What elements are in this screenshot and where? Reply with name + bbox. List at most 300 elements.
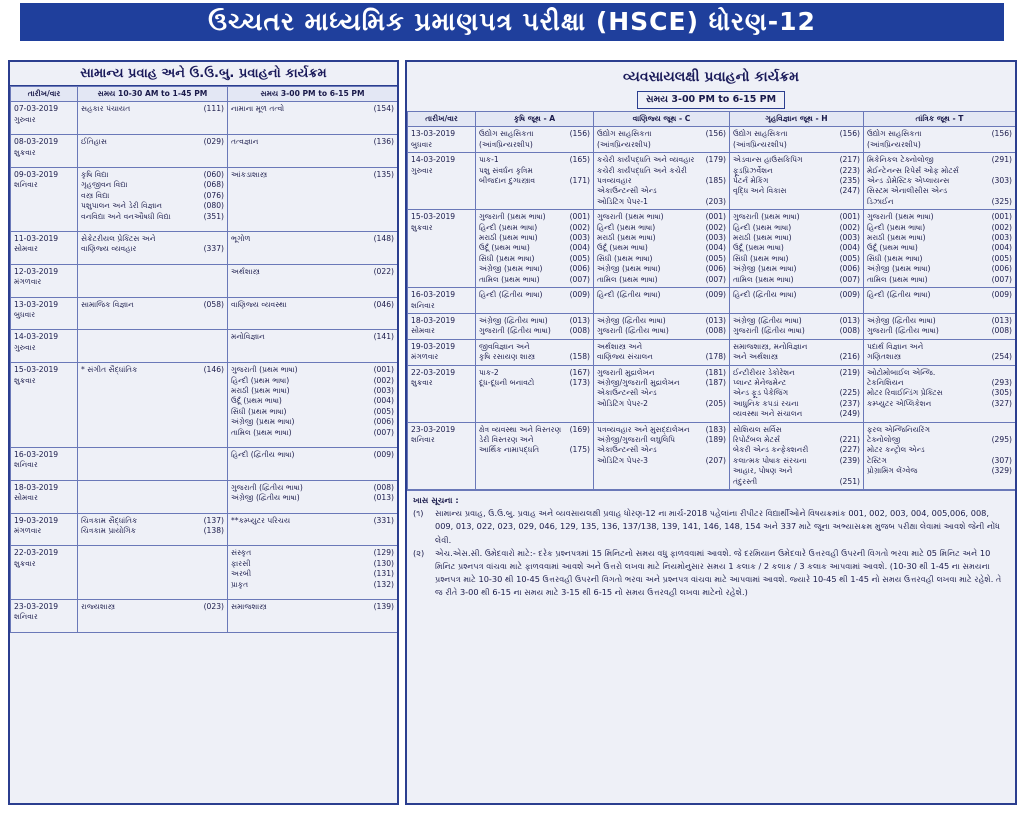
subject-item bbox=[867, 425, 1012, 435]
general-stream-title: સામાન્ય પ્રવાહ અને ઉ.ઉ.બુ. પ્રવાહનો કાર્યક્રમ bbox=[10, 62, 397, 86]
subject-code: (007) bbox=[569, 274, 590, 284]
subject-name: ચિત્રકામ પ્રાયોગિક bbox=[81, 525, 136, 535]
subject-name: ઈન્ટીરીયર ડેકોરેશન bbox=[733, 367, 795, 377]
subject-name: ગુજરાતી (દ્વિતીય ભાષા) bbox=[597, 326, 669, 336]
subject-cell bbox=[78, 102, 228, 135]
exam-day: શનિવાર bbox=[411, 434, 435, 444]
subject-cell bbox=[864, 288, 1016, 314]
subject-name: પત્રવ્યવહાર અને મુસદ્દાલેખન bbox=[597, 424, 690, 434]
table-row bbox=[408, 339, 1016, 365]
subject-cell bbox=[78, 297, 228, 330]
notes-heading: ખાસ સૂચના : bbox=[413, 495, 459, 505]
subject-name: ગુજરાતી (પ્રથમ ભાષા) bbox=[231, 365, 298, 375]
subject-cell bbox=[594, 365, 730, 422]
subject-name: હિન્દી (દ્વિતીય ભાષા) bbox=[867, 290, 931, 300]
exam-day: શુક્રવાર bbox=[411, 222, 433, 232]
subject-item bbox=[479, 445, 590, 455]
subject-code bbox=[1010, 425, 1012, 435]
subject-name: મોટર કન્ટ્રોલ એન્ડ bbox=[867, 445, 925, 455]
subject-name: હિન્દી (પ્રથમ ભાષા) bbox=[733, 222, 792, 232]
subject-code: (247) bbox=[839, 186, 860, 196]
subject-name: હિન્દી (પ્રથમ ભાષા) bbox=[597, 222, 656, 232]
subject-name: ફૂડપ્રિઝર્વેશન bbox=[733, 165, 773, 175]
subject-code: (156) bbox=[991, 129, 1012, 139]
subject-item bbox=[597, 290, 726, 300]
subject-item bbox=[597, 326, 726, 336]
subject-item bbox=[597, 342, 726, 352]
subject-code bbox=[858, 378, 860, 388]
subject-item bbox=[479, 233, 590, 243]
subject-cell bbox=[228, 232, 398, 265]
subject-item bbox=[231, 267, 394, 277]
exam-day: બુધવાર bbox=[411, 139, 433, 149]
subject-item bbox=[733, 316, 860, 326]
subject-name: ઉદ્યોગ સાહસિકતા bbox=[479, 129, 534, 139]
subject-name: ડિઝાઈન bbox=[867, 196, 894, 206]
subject-name: **કમ્પ્યુટર પરિચય bbox=[231, 515, 291, 525]
subject-name: પેટર્ન મેકિંગ bbox=[733, 176, 769, 186]
subject-name: સિંધી (પ્રથમ ભાષા) bbox=[479, 253, 535, 263]
subject-code: (141) bbox=[373, 332, 394, 342]
exam-date: 18-03-2019 bbox=[14, 482, 59, 492]
subject-item bbox=[867, 186, 1012, 196]
subject-name: ગુજરાતી (પ્રથમ ભાષા) bbox=[479, 212, 546, 222]
date-cell bbox=[11, 363, 78, 448]
subject-cell bbox=[476, 127, 594, 153]
subject-name: સેક્રેટરીયલ પ્રેક્ટિસ અને bbox=[81, 234, 156, 243]
exam-date: 15-03-2019 bbox=[411, 212, 456, 222]
subject-item bbox=[479, 275, 590, 285]
subject-code: (007) bbox=[373, 427, 394, 437]
exam-date: 09-03-2019 bbox=[14, 170, 59, 179]
subject-name: પશુપાલન અને ડેરી વિજ્ઞાન bbox=[81, 201, 163, 211]
subject-item bbox=[733, 409, 860, 419]
special-notes bbox=[407, 490, 1015, 603]
subject-name: હિન્દી (દ્વિતીય ભાષા) bbox=[597, 290, 661, 300]
subject-code: (130) bbox=[373, 558, 394, 568]
subject-name: અંગ્રેજી (પ્રથમ ભાષા) bbox=[733, 264, 797, 274]
date-cell bbox=[408, 210, 476, 288]
subject-name: અંગ્રેજી (દ્વિતીય ભાષા) bbox=[597, 315, 666, 325]
subject-code: (013) bbox=[705, 315, 726, 325]
subject-code: (001) bbox=[373, 365, 394, 375]
subject-item bbox=[733, 290, 860, 300]
exam-date: 16-03-2019 bbox=[411, 290, 456, 300]
subject-item bbox=[867, 166, 1012, 176]
subject-cell bbox=[78, 135, 228, 168]
subject-item bbox=[231, 516, 394, 526]
subject-code bbox=[724, 388, 726, 398]
subject-name: ઉદ્યોગ સાહસિકતા bbox=[867, 129, 922, 139]
vocational-time-box: સમય 3-00 PM to 6-15 PM bbox=[637, 91, 785, 109]
subject-cell bbox=[594, 127, 730, 153]
subject-name: એન્ડ ડોમેસ્ટિક એપ્લાયન્સ bbox=[867, 176, 950, 186]
subject-code: (131) bbox=[373, 569, 394, 579]
note-number: (૧) bbox=[413, 508, 424, 519]
table-row bbox=[11, 330, 398, 363]
header-group-t: તાંત્રિક જૂથ - T bbox=[864, 112, 1016, 127]
subject-name: ઉદ્યોગ સાહસિકતા bbox=[733, 129, 788, 139]
subject-name: ગુજરાતી (દ્વિતીય ભાષા) bbox=[479, 326, 551, 336]
subject-code: (179) bbox=[705, 155, 726, 165]
subject-name: પ્લાન્ટ મેનેજમેન્ટ bbox=[733, 377, 787, 387]
exam-date: 23-03-2019 bbox=[14, 601, 59, 611]
subject-code: (136) bbox=[373, 137, 394, 147]
exam-day: ગુરુવાર bbox=[14, 342, 36, 352]
exam-day: ગુરુવાર bbox=[411, 165, 433, 175]
date-cell bbox=[11, 232, 78, 265]
table-row bbox=[408, 313, 1016, 339]
subject-name: એન્ડ ફૂડ પેકેજિંગ bbox=[733, 388, 789, 398]
subject-item bbox=[867, 352, 1012, 362]
subject-code: (001) bbox=[705, 212, 726, 222]
subject-cell bbox=[476, 288, 594, 314]
table-row bbox=[11, 363, 398, 448]
subject-name: ઉર્દૂ (પ્રથમ ભાષા) bbox=[231, 396, 282, 406]
header-group-h: ગૃહવિજ્ઞાન જૂથ - H bbox=[730, 112, 864, 127]
exam-date: 08-03-2019 bbox=[14, 137, 59, 147]
exam-date: 19-03-2019 bbox=[411, 341, 456, 351]
subject-code: (005) bbox=[569, 253, 590, 263]
subject-cell bbox=[594, 422, 730, 489]
subject-name: મિકેનિકલ ટેક્નોલોજી bbox=[867, 155, 934, 165]
subject-code: (023) bbox=[203, 601, 224, 611]
subject-name: વનવિદ્યા અને વનઔષધી વિદ્યા bbox=[81, 211, 171, 221]
subject-item bbox=[597, 155, 726, 165]
subject-item bbox=[597, 445, 726, 455]
subject-name: ઓટોમોબાઈલ એન્જિ. bbox=[867, 367, 936, 377]
subject-item bbox=[81, 170, 224, 180]
table-row bbox=[11, 447, 398, 480]
subject-code bbox=[724, 140, 726, 150]
subject-code: (291) bbox=[991, 155, 1012, 165]
subject-code: (307) bbox=[991, 455, 1012, 465]
subject-name: * સંગીત સૈદ્ધાંતિક bbox=[81, 365, 138, 375]
subject-item bbox=[867, 275, 1012, 285]
subject-item bbox=[733, 186, 860, 196]
subject-code bbox=[724, 166, 726, 176]
subject-item bbox=[867, 342, 1012, 352]
subject-item bbox=[479, 155, 590, 165]
subject-name: બીજદાન દુગ્ધસ્ત્રાવ bbox=[479, 176, 536, 186]
subject-name: મરાઠી (પ્રથમ ભાષા) bbox=[231, 386, 290, 395]
table-row bbox=[408, 422, 1016, 489]
subject-code bbox=[724, 445, 726, 455]
subject-cell bbox=[228, 599, 398, 632]
subject-code: (007) bbox=[705, 274, 726, 284]
subject-name: કચેરી કાર્યપદ્ધતિ અને વ્યવહાર bbox=[597, 155, 695, 165]
subject-name: આંકડાશાસ્ત્ર bbox=[231, 170, 268, 179]
subject-item bbox=[231, 386, 394, 396]
subject-item bbox=[479, 166, 590, 176]
subject-item bbox=[231, 170, 394, 180]
exam-date: 22-03-2019 bbox=[14, 548, 59, 558]
subject-name: પત્રવ્યવહાર bbox=[597, 176, 632, 186]
subject-code: (207) bbox=[705, 455, 726, 465]
date-cell bbox=[11, 102, 78, 135]
subject-item bbox=[231, 450, 394, 460]
subject-item bbox=[231, 580, 394, 590]
subject-name: તામિલ (પ્રથમ ભાષા) bbox=[231, 427, 292, 437]
subject-item bbox=[597, 166, 726, 176]
subject-name: અંગ્રેજી (દ્વિતીય ભાષા) bbox=[479, 315, 548, 325]
subject-item bbox=[733, 445, 860, 455]
subject-name: મરાઠી (પ્રથમ ભાષા) bbox=[597, 233, 656, 243]
subject-name: વસ્ત્ર વિદ્યા bbox=[81, 190, 110, 200]
subject-item bbox=[597, 254, 726, 264]
subject-item bbox=[867, 316, 1012, 326]
subject-cell bbox=[228, 546, 398, 600]
subject-name: ઓડિટિંગ પેપર-2 bbox=[597, 398, 648, 408]
subject-code: (068) bbox=[203, 180, 224, 190]
subject-item bbox=[597, 275, 726, 285]
exam-date: 11-03-2019 bbox=[14, 234, 59, 243]
subject-name: ગૃહજીવન વિદ્યા bbox=[81, 180, 128, 190]
exam-date: 07-03-2019 bbox=[14, 104, 59, 114]
subject-name: હિન્દી (પ્રથમ ભાષા) bbox=[231, 375, 290, 385]
subject-item bbox=[479, 140, 590, 150]
date-cell bbox=[11, 447, 78, 480]
subject-cell bbox=[78, 480, 228, 513]
subject-item bbox=[733, 477, 860, 487]
subject-code: (005) bbox=[373, 406, 394, 416]
subject-code bbox=[1010, 445, 1012, 455]
subject-item bbox=[733, 326, 860, 336]
page-banner: ઉચ્ચતર માધ્યમિક પ્રમાણપત્ર પરીક્ષા (HSCE) ધોરણ-12 bbox=[20, 3, 1004, 41]
subject-item bbox=[231, 137, 394, 147]
subject-code: (004) bbox=[705, 243, 726, 253]
subject-code: (009) bbox=[569, 290, 590, 300]
subject-name: આધુનિક કપડાં રચના bbox=[733, 398, 799, 408]
subject-name: મરાઠી (પ્રથમ ભાષા) bbox=[479, 233, 538, 243]
subject-cell bbox=[78, 363, 228, 448]
date-cell bbox=[11, 480, 78, 513]
subject-code: (237) bbox=[839, 398, 860, 408]
subject-name: એડવાન્સ હાઉસકિપિંગ bbox=[733, 155, 803, 165]
subject-code: (005) bbox=[839, 253, 860, 263]
note-text: સામાન્ય પ્રવાહ, ઉ.ઉ.બુ. પ્રવાહ અને વ્યવસાયલક્ષી પ્રવાહ ધોરણ-12 ના માર્ચ-2018 પહેલાંના રીપીટર વિદ્યાર્થીઓને વિષયક્રમાંક 001, 002, 003, 004, 005,006, 008, 009, 013, 022, 023, 029, 046, 129, 135, 136, 137/138, 139, 141, 146, 148, 154 અને 337 માટે જૂના અભ્યાસક્રમ મુજબ પરીક્ષા લેવામાં આવશે જેની નોંધ લેવી. bbox=[435, 508, 1001, 545]
subject-code: (223) bbox=[839, 165, 860, 175]
note-item bbox=[413, 507, 1009, 547]
subject-code: (251) bbox=[839, 476, 860, 486]
subject-item bbox=[231, 493, 394, 503]
subject-name: વાણિજ્ય સંચાલન bbox=[597, 352, 653, 362]
table-row bbox=[11, 297, 398, 330]
subject-cell bbox=[864, 210, 1016, 288]
exam-day: મંગળવાર bbox=[14, 277, 42, 287]
subject-name: અંગ્રેજી (દ્વિતીય ભાષા) bbox=[733, 315, 802, 325]
exam-date: 13-03-2019 bbox=[14, 299, 59, 309]
subject-item bbox=[479, 342, 590, 352]
subject-item bbox=[81, 300, 224, 310]
subject-cell bbox=[476, 313, 594, 339]
subject-item bbox=[733, 233, 860, 243]
date-cell bbox=[408, 422, 476, 489]
general-stream-rows bbox=[11, 102, 398, 632]
subject-item bbox=[733, 155, 860, 165]
subject-code: (009) bbox=[991, 290, 1012, 300]
subject-item bbox=[867, 388, 1012, 398]
subject-name: કમ્પ્યુટર એપ્લિકેશન bbox=[867, 398, 932, 408]
exam-date: 14-03-2019 bbox=[14, 332, 59, 342]
header-morning: સમય 10-30 AM to 1-45 PM bbox=[78, 87, 228, 102]
subject-code: (137) bbox=[203, 515, 224, 525]
subject-cell bbox=[476, 422, 594, 489]
subject-name: અરબી bbox=[231, 569, 252, 579]
subject-name: (આંત્રપ્રિન્યરશીપ) bbox=[479, 139, 533, 149]
subject-cell bbox=[594, 313, 730, 339]
subject-item bbox=[597, 425, 726, 435]
subject-code: (165) bbox=[569, 155, 590, 165]
subject-name: હિન્દી (પ્રથમ ભાષા) bbox=[479, 222, 538, 232]
date-cell bbox=[408, 313, 476, 339]
subject-cell bbox=[228, 447, 398, 480]
subject-item bbox=[867, 212, 1012, 222]
table-row bbox=[408, 210, 1016, 288]
exam-date: 13-03-2019 bbox=[411, 129, 456, 139]
exam-day: શનિવાર bbox=[14, 612, 38, 622]
table-row bbox=[11, 513, 398, 546]
vocational-stream-panel bbox=[405, 60, 1017, 805]
subject-name: ગુજરાતી મુદ્રાલેખન bbox=[597, 367, 655, 377]
subject-item bbox=[479, 425, 590, 435]
subject-code: (185) bbox=[705, 176, 726, 186]
subject-name: તંદુરસ્તી bbox=[733, 476, 758, 486]
subject-item bbox=[867, 466, 1012, 476]
subject-item bbox=[867, 197, 1012, 207]
subject-cell bbox=[228, 513, 398, 546]
subject-name: ગુજરાતી (દ્વિતીય ભાષા) bbox=[867, 326, 939, 336]
subject-code: (006) bbox=[569, 264, 590, 274]
header-afternoon: સમય 3-00 PM to 6-15 PM bbox=[228, 87, 398, 102]
subject-name: વાણિજ્ય વ્યવહાર bbox=[81, 244, 137, 254]
subject-code: (004) bbox=[839, 243, 860, 253]
subject-item bbox=[867, 243, 1012, 253]
subject-code: (111) bbox=[203, 104, 224, 114]
subject-code: (156) bbox=[569, 129, 590, 139]
subject-name: કલાત્મક પોષાક સંરચના bbox=[733, 455, 807, 465]
subject-code: (183) bbox=[705, 424, 726, 434]
subject-name: દૂધ-દૂધની બનાવટો bbox=[479, 377, 535, 387]
subject-cell bbox=[476, 153, 594, 210]
subject-name: આહાર, પોષણ અને bbox=[733, 466, 793, 476]
subject-code: (013) bbox=[839, 315, 860, 325]
subject-item bbox=[231, 396, 394, 406]
subject-item bbox=[479, 212, 590, 222]
header-group-c: વાણિજ્ય જૂથ - C bbox=[594, 112, 730, 127]
subject-name: મરાઠી (પ્રથમ ભાષા) bbox=[733, 233, 792, 243]
subject-name: તત્વજ્ઞાન bbox=[231, 137, 259, 147]
subject-code bbox=[588, 140, 590, 150]
subject-name: રાજ્યશાસ્ત્ર bbox=[81, 601, 116, 611]
subject-name: તામિલ (પ્રથમ ભાષા) bbox=[733, 274, 794, 284]
subject-code: (004) bbox=[373, 396, 394, 406]
subject-code: (013) bbox=[373, 493, 394, 503]
subject-code: (351) bbox=[203, 211, 224, 221]
subject-name: પશુ સંવર્ધન કૃત્રિમ bbox=[479, 165, 533, 175]
subject-name: હિન્દી (દ્વિતીય ભાષા) bbox=[231, 449, 295, 459]
exam-day: સોમવાર bbox=[14, 493, 38, 503]
subject-code: (148) bbox=[373, 234, 394, 243]
date-cell bbox=[11, 297, 78, 330]
subject-code: (216) bbox=[839, 352, 860, 362]
subject-item bbox=[479, 368, 590, 378]
subject-code: (158) bbox=[569, 352, 590, 362]
subject-code: (138) bbox=[203, 525, 224, 535]
date-cell bbox=[11, 513, 78, 546]
subject-item bbox=[597, 233, 726, 243]
subject-item bbox=[733, 368, 860, 378]
date-cell bbox=[11, 168, 78, 232]
exam-day: શનિવાર bbox=[411, 300, 435, 310]
subject-code bbox=[588, 342, 590, 352]
subject-code: (008) bbox=[569, 326, 590, 336]
subject-item bbox=[867, 326, 1012, 336]
subject-name: એકાઉન્ટન્સી એન્ડ bbox=[597, 445, 657, 455]
subject-item bbox=[231, 569, 394, 579]
subject-name: ઈતિહાસ bbox=[81, 137, 108, 147]
subject-code: (002) bbox=[705, 222, 726, 232]
subject-item bbox=[597, 176, 726, 186]
subject-name: હિન્દી (દ્વિતીય ભાષા) bbox=[479, 290, 543, 300]
subject-code: (002) bbox=[991, 222, 1012, 232]
subject-code: (221) bbox=[839, 434, 860, 444]
subject-code: (003) bbox=[839, 233, 860, 243]
subject-item bbox=[231, 234, 394, 244]
subject-code: (303) bbox=[991, 176, 1012, 186]
subject-code: (235) bbox=[839, 176, 860, 186]
subject-item bbox=[733, 176, 860, 186]
subject-cell bbox=[228, 264, 398, 297]
subject-name: ટેકનિશિયન bbox=[867, 377, 904, 387]
subject-code: (002) bbox=[569, 222, 590, 232]
subject-name: જીવવિજ્ઞાન અને bbox=[479, 341, 530, 351]
subject-code: (219) bbox=[839, 367, 860, 377]
general-stream-table bbox=[10, 86, 398, 633]
subject-cell bbox=[78, 330, 228, 363]
subject-code bbox=[858, 342, 860, 352]
subject-code: (013) bbox=[569, 315, 590, 325]
subject-name: અંગ્રેજી (પ્રથમ ભાષા) bbox=[231, 417, 295, 427]
date-cell bbox=[11, 330, 78, 363]
exam-date: 18-03-2019 bbox=[411, 315, 456, 325]
subject-item bbox=[231, 376, 394, 386]
subject-code: (006) bbox=[991, 264, 1012, 274]
subject-item bbox=[733, 275, 860, 285]
subject-code: (046) bbox=[373, 299, 394, 309]
subject-name: સોશિયલ સર્વિસ bbox=[733, 424, 782, 434]
subject-code bbox=[588, 435, 590, 445]
subject-code: (003) bbox=[373, 386, 394, 395]
subject-item bbox=[231, 332, 394, 342]
subject-name: રિપોર્ટબલ મેટર્સ bbox=[733, 434, 781, 444]
date-cell bbox=[11, 264, 78, 297]
header-group-a: કૃષિ જૂથ - A bbox=[476, 112, 594, 127]
subject-code: (331) bbox=[373, 515, 394, 525]
subject-item bbox=[733, 456, 860, 466]
subject-name: ભૂગોળ bbox=[231, 234, 251, 243]
subject-item bbox=[597, 388, 726, 398]
note-item bbox=[413, 547, 1009, 600]
subject-code: (239) bbox=[839, 455, 860, 465]
table-row bbox=[408, 153, 1016, 210]
subject-name: મરાઠી (પ્રથમ ભાષા) bbox=[867, 233, 926, 243]
subject-item bbox=[479, 435, 590, 445]
subject-code bbox=[858, 140, 860, 150]
exam-day: બુધવાર bbox=[14, 310, 36, 319]
subject-item bbox=[733, 264, 860, 274]
subject-name: અંગ્રેજી (પ્રથમ ભાષા) bbox=[479, 264, 543, 274]
